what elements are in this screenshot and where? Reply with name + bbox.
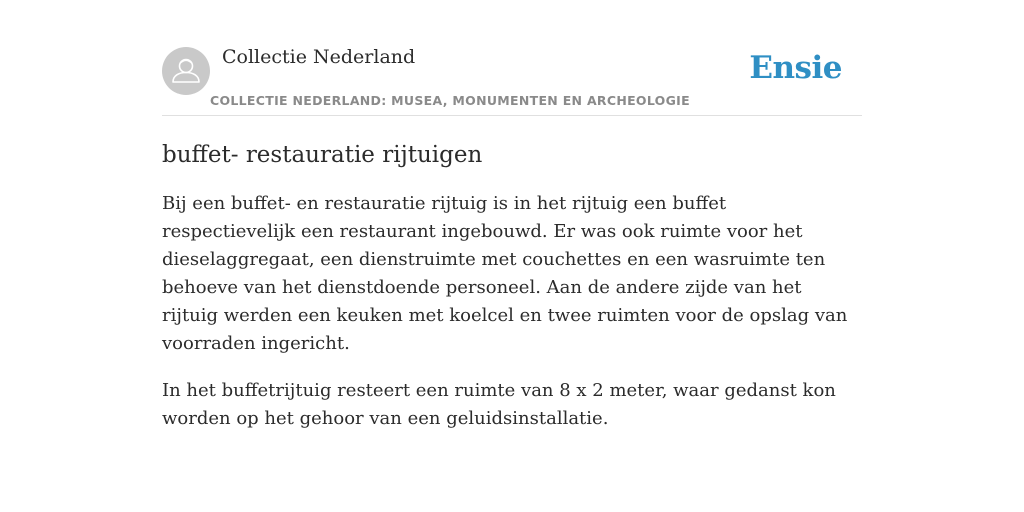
article-title: buffet- restauratie rijtuigen xyxy=(162,142,483,168)
author-name[interactable]: Collectie Nederland xyxy=(222,46,416,68)
user-avatar-icon[interactable] xyxy=(162,47,210,95)
article-card xyxy=(162,44,862,433)
article-paragraph-1: Bij een buffet- en restauratie rijtuig is in het rijtuig een buffet respectievelijk een restaurant ingebouwd. Er was ook ruimte voor het dieselaggregaat, een dienstruimte met couchettes en een wasruimte ten behoeve van het dienstdoende personeel. Aan de andere zijde van het rijtuig werden een keuken met koelcel en twee ruimten voor de opslag van voorraden ingericht. xyxy=(162,193,848,354)
article-paragraph-2: In het buffetrijtuig resteert een ruimte van 8 x 2 meter, waar gedanst kon worden op het gehoor van een geluidsinstallatie. xyxy=(162,380,836,429)
article-header xyxy=(162,44,862,116)
category-label[interactable]: COLLECTIE NEDERLAND: MUSEA, MONUMENTEN EN ARCHEOLOGIE xyxy=(210,93,690,108)
ensie-logo[interactable]: Ensie xyxy=(749,50,842,86)
